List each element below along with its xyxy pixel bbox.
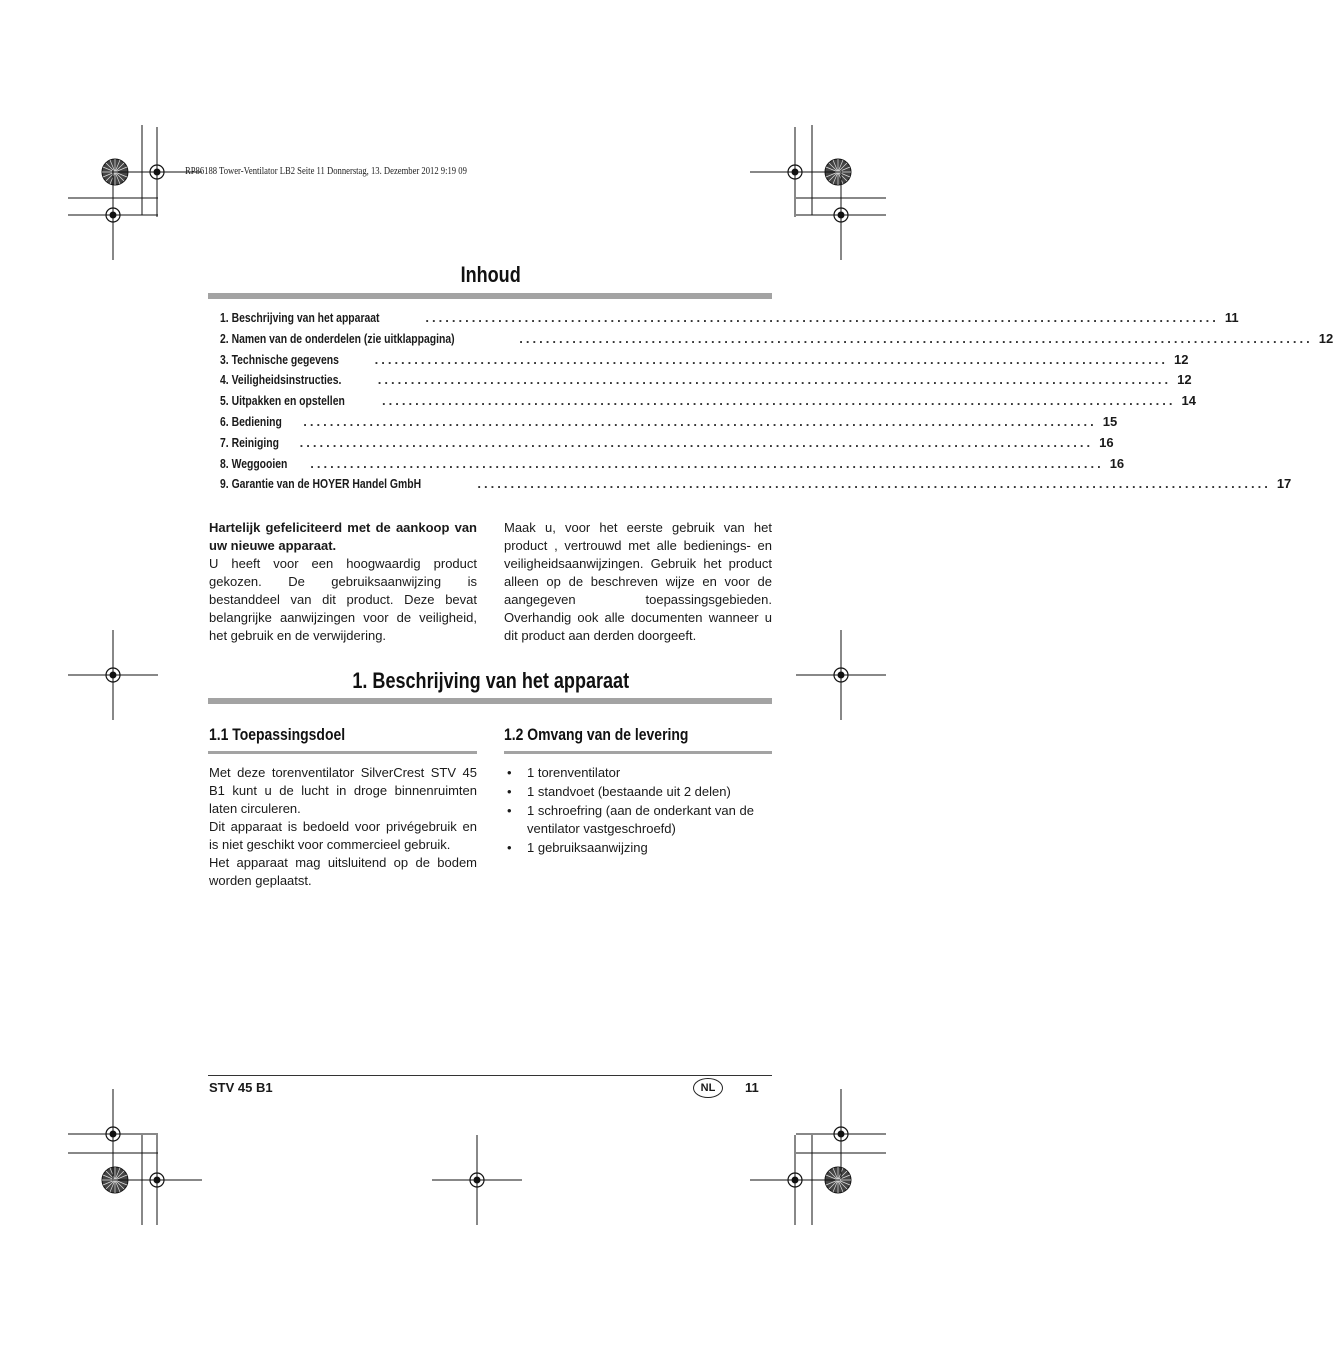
toc-leader: ........................................................................................................................ bbox=[374, 351, 1169, 367]
purpose-paragraph: Het apparaat mag uitsluitend op de bodem worden geplaatst. bbox=[209, 855, 477, 888]
toc-leader: ........................................................................................................................ bbox=[303, 413, 1097, 429]
subsection-title-purpose: 1.1 Toepassingsdoel bbox=[209, 725, 346, 744]
toc-leader: ........................................................................................................................ bbox=[382, 393, 1176, 409]
list-item: • 1 standvoet (bestaande uit 2 delen) bbox=[507, 784, 731, 799]
subsection-rule bbox=[504, 751, 772, 754]
print-header: RP86188 Tower-Ventilator LB2 Seite 11 Donnerstag, 13. Dezember 2012 9:19 09 bbox=[185, 166, 467, 177]
toc-leader: ........................................................................................................................ bbox=[425, 310, 1219, 325]
delivery-list bbox=[504, 764, 772, 857]
toc-item-1[interactable]: 1. Beschrijving van het apparaat ........................................................................................................................ 11 bbox=[220, 310, 1239, 325]
toc-item-4[interactable]: 4. Veiligheidsinstructies. ........................................................................................................................ 12 bbox=[220, 372, 1192, 388]
intro-right-text: Maak u, voor het eerste gebruik van het product , vertrouwd met alle bedienings- en veiligheidsaanwijzingen. Gebruik het product alleen op de beschreven wijze en voor de aangegeven toepassingsgebieden. Overhandig ook alle documenten wanneer u dit product aan derden doorgeeft. bbox=[504, 520, 772, 643]
toc-leader: ........................................................................................................................ bbox=[477, 476, 1271, 492]
toc-item-3[interactable]: 3. Technische gegevens ........................................................................................................................ 12 bbox=[220, 351, 1189, 367]
intro-right-column bbox=[504, 519, 772, 645]
toc-leader: ........................................................................................................................ bbox=[377, 372, 1172, 388]
toc-leader: ........................................................................................................................ bbox=[519, 330, 1313, 346]
purpose-text bbox=[209, 764, 477, 890]
section-title: 1. Beschrijving van het apparaat bbox=[352, 668, 629, 693]
toc-item-6[interactable]: 6. Bediening ........................................................................................................................ 15 bbox=[220, 413, 1118, 429]
delivery-list-container bbox=[504, 764, 772, 858]
language-badge: NL bbox=[693, 1078, 723, 1098]
toc-item-2[interactable]: 2. Namen van de onderdelen (zie uitklappagina) ........................................................................................................................ 12 bbox=[220, 330, 1333, 346]
toc-title: Inhoud bbox=[460, 262, 521, 287]
toc-leader: ........................................................................................................................ bbox=[299, 434, 1094, 450]
subsection-rule bbox=[208, 751, 477, 754]
intro-greeting: Hartelijk gefeliciteerd met de aankoop van uw nieuwe apparaat. bbox=[209, 520, 477, 553]
intro-left-column bbox=[209, 519, 477, 645]
purpose-paragraph: Met deze torenventilator SilverCrest STV 45 B1 kunt u de lucht in droge binnenruimten laten circuleren. bbox=[209, 765, 477, 816]
list-item: • 1 schroefring (aan de onderkant van de ventilator vastgeschroefd) bbox=[507, 803, 754, 836]
purpose-paragraph: Dit apparaat is bedoeld voor privégebruik en is niet geschikt voor commercieel gebruik. bbox=[209, 819, 477, 852]
section-rule bbox=[208, 698, 772, 704]
page-number: 11 bbox=[745, 1080, 759, 1095]
subsection-title-delivery: 1.2 Omvang van de levering bbox=[504, 725, 689, 744]
toc-item-7[interactable]: 7. Reiniging ........................................................................................................................ 16 bbox=[220, 434, 1114, 450]
toc-item-5[interactable]: 5. Uitpakken en opstellen ........................................................................................................................ 14 bbox=[220, 393, 1196, 409]
toc-leader: ........................................................................................................................ bbox=[310, 455, 1104, 471]
list-item: • 1 gebruiksaanwijzing bbox=[507, 840, 648, 855]
footer-rule bbox=[208, 1075, 772, 1076]
toc-item-9[interactable]: 9. Garantie van de HOYER Handel GmbH ........................................................................................................................ 17 bbox=[220, 476, 1292, 492]
toc-item-8[interactable]: 8. Weggooien ........................................................................................................................ 16 bbox=[220, 455, 1125, 471]
footer-model: STV 45 B1 bbox=[209, 1080, 273, 1095]
toc-rule bbox=[208, 293, 772, 299]
list-item: • 1 torenventilator bbox=[507, 765, 621, 780]
table-of-contents bbox=[220, 310, 1333, 497]
intro-left-text: U heeft voor een hoogwaardig product gekozen. De gebruiksaanwijzing is bestanddeel van dit product. Deze bevat belangrijke aanwijzingen voor de veiligheid, het gebruik en de verwijdering. bbox=[209, 556, 477, 643]
